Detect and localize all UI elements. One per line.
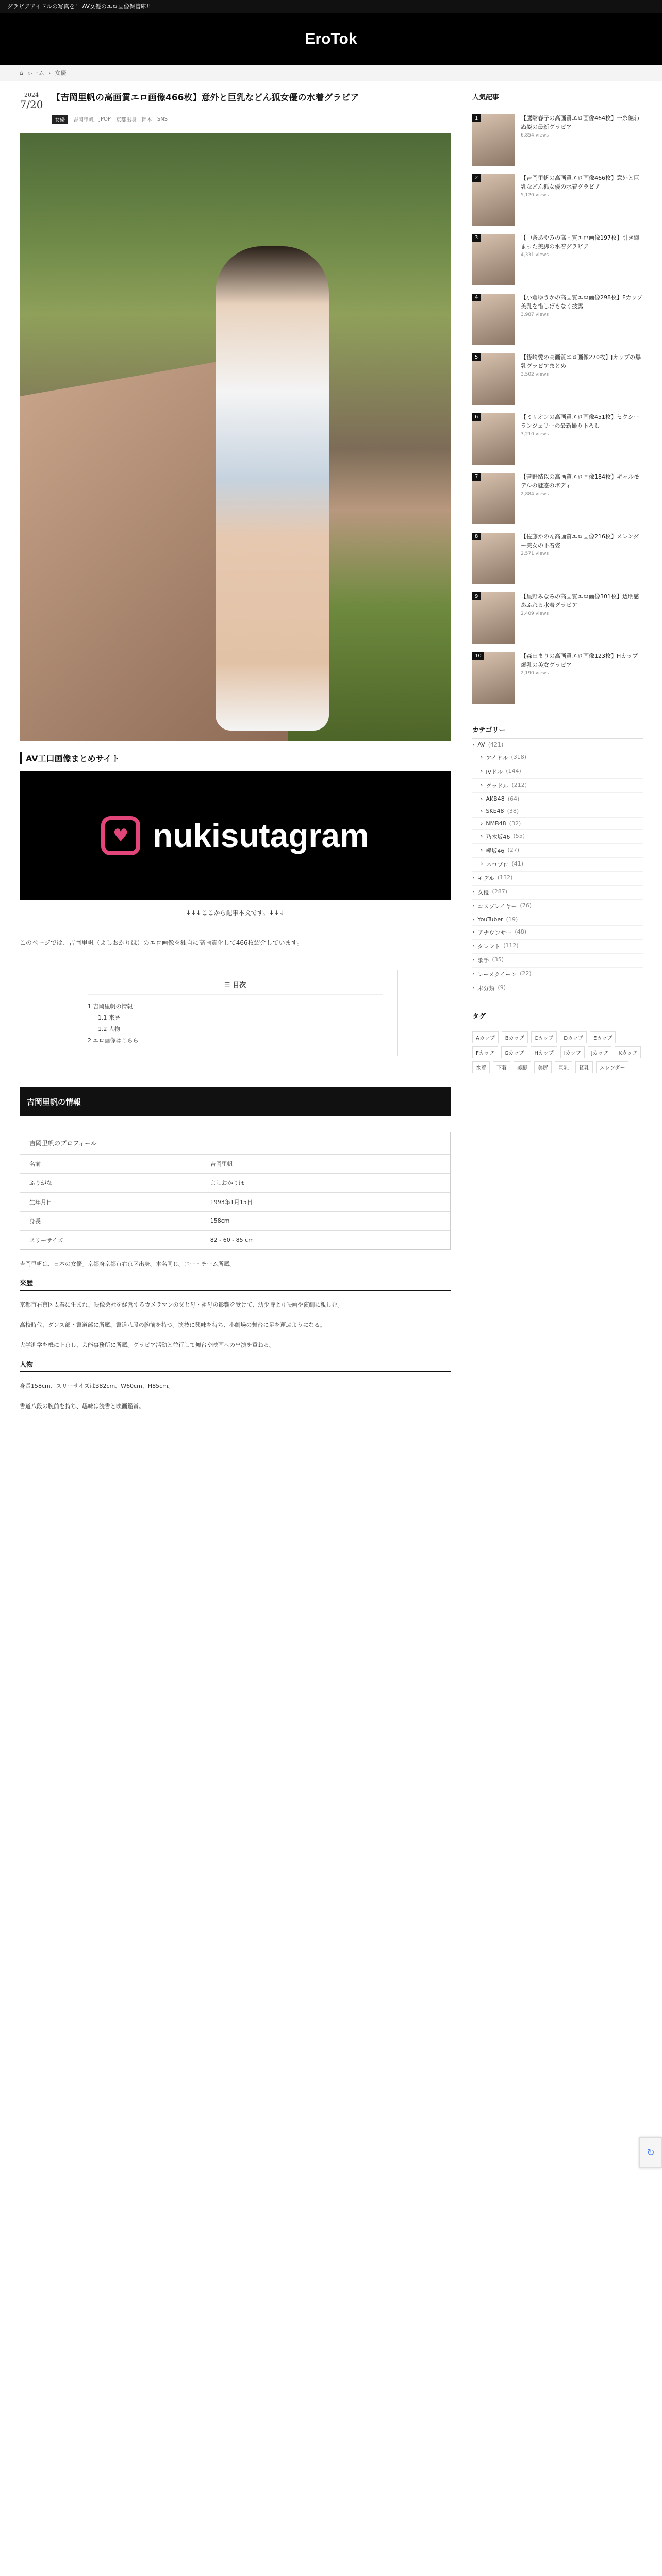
post-monthday: 7/20 [20, 98, 43, 111]
ranking-thumbnail[interactable] [472, 234, 515, 285]
tag-link[interactable]: Eカップ [590, 1031, 616, 1043]
table-row [20, 1230, 450, 1249]
post-year: 2024 [24, 92, 39, 98]
tags-title: タグ [472, 1011, 643, 1025]
post-header [20, 92, 451, 111]
category-item[interactable] [472, 872, 643, 886]
category-item[interactable] [472, 830, 643, 844]
profile-value: 158cm [201, 1211, 450, 1230]
tag-link[interactable]: スレンダー [596, 1061, 628, 1073]
ranking-item[interactable] [472, 174, 643, 226]
chevron-right-icon: › [481, 768, 483, 774]
chevron-right-icon: › [472, 916, 475, 923]
category-item[interactable] [472, 858, 643, 872]
ranking-item[interactable] [472, 353, 643, 405]
person-paragraph: 身長158cm、スリーサイズはB82cm、W60cm、H85cm。 [20, 1383, 174, 1390]
profile-label: 身長 [20, 1211, 201, 1230]
tag-link[interactable]: JPOP [99, 116, 111, 122]
category-count: (144) [506, 768, 521, 774]
chevron-right-icon: › [472, 902, 475, 909]
chevron-right-icon: › [481, 782, 483, 788]
category-count: (19) [506, 916, 518, 923]
rank-number: 5 [472, 353, 481, 361]
ranking-item[interactable] [472, 592, 643, 644]
ranking-views: 3,502 views [521, 372, 549, 377]
ranking-link[interactable]: 【中条あやみの高画質エロ画像197枚】引き締まった美脚の水着グラビア [521, 234, 639, 250]
tag-cloud [472, 1031, 643, 1073]
lead-text: このページでは、吉岡里帆（よしおかりほ）のエロ画像を独自に高画質化して466枚紹介しています。 [20, 939, 303, 946]
category-name[interactable]: アイドル [486, 755, 508, 761]
rank-number: 2 [472, 174, 481, 182]
tag-link[interactable]: 京都出身 [115, 117, 137, 123]
category-name[interactable]: 未分類 [477, 985, 495, 992]
rank-number: 1 [472, 114, 481, 122]
top-bar [0, 0, 662, 13]
post-date [20, 92, 43, 111]
site-header [0, 13, 662, 65]
category-item[interactable] [472, 818, 643, 830]
ranking-link[interactable]: 【星野みなみの高画質エロ画像301枚】透明感あふれる水着グラビア [521, 593, 639, 608]
category-name[interactable]: 女優 [477, 889, 489, 896]
ranking-title: 人気記事 [472, 92, 643, 106]
section-heading: 吉岡里帆の情報 [20, 1087, 451, 1116]
profile-label: 名前 [20, 1154, 201, 1173]
category-count: (35) [492, 956, 504, 963]
tag-link[interactable]: SNS [157, 116, 168, 122]
tag-link[interactable]: 巨乳 [555, 1061, 572, 1073]
ranking-link[interactable]: 【吉岡里帆の高画質エロ画像466枚】意外と巨乳などん狐女優の水着グラビア [521, 175, 639, 190]
chevron-right-icon: › [472, 888, 475, 895]
category-item[interactable] [472, 954, 643, 968]
profile-label: スリーサイズ [20, 1230, 201, 1249]
tag-link[interactable]: Hカップ [531, 1046, 557, 1058]
category-item[interactable] [472, 968, 643, 981]
category-count: (55) [513, 833, 525, 839]
ranking-views: 2,884 views [521, 492, 549, 497]
category-name[interactable]: ハロプロ [486, 861, 509, 868]
rank-number: 8 [472, 533, 481, 540]
tag-link[interactable]: 美脚 [514, 1061, 531, 1073]
ranking-views: 5,120 views [521, 193, 549, 198]
tag-link[interactable]: Aカップ [472, 1031, 499, 1043]
history-paragraph: 京都市右京区太秦に生まれ、映像会社を経営するカメラマンの父と母・祖母の影響を受けて、幼少時より映画や演劇に親しむ。 [20, 1301, 343, 1309]
recaptcha-badge[interactable] [639, 2137, 662, 2168]
ranking-link[interactable]: 【森田まりの高画質エロ画像123枚】Hカップ爆乳の美女グラビア [521, 653, 638, 668]
ranking-thumbnail[interactable] [472, 353, 515, 405]
category-name[interactable]: AV [477, 741, 485, 748]
category-count: (421) [488, 741, 504, 748]
category-name[interactable]: SKE48 [486, 808, 504, 815]
profile-box [20, 1132, 451, 1250]
ranking-link[interactable]: 【佐藤かのん高画質エロ画像216枚】スレンダー美女の下着姿 [521, 533, 639, 549]
chevron-right-icon: › [472, 942, 475, 949]
category-name[interactable]: 乃木坂46 [486, 834, 510, 840]
banner-word: nukisutagram [153, 817, 369, 854]
ranking-views: 4,331 views [521, 252, 549, 258]
chevron-right-icon: › [481, 860, 483, 867]
ranking-link[interactable]: 【篠崎愛の高画質エロ画像270枚】Jカップの爆乳グラビアまとめ [521, 354, 641, 369]
tag-link[interactable]: 岡本 [141, 117, 152, 123]
chevron-right-icon: › [472, 741, 475, 748]
tag-link[interactable]: Kカップ [615, 1046, 640, 1058]
profile-label: ふりがな [20, 1173, 201, 1192]
toc-item[interactable]: 1.2 人物 [98, 1025, 120, 1032]
category-item[interactable] [472, 793, 643, 805]
profile-value: 82 - 60 - 85 cm [201, 1230, 450, 1249]
chevron-right-icon: › [472, 928, 475, 935]
ranking-item[interactable] [472, 533, 643, 584]
tag-link[interactable]: 下着 [493, 1061, 510, 1073]
category-item[interactable] [472, 779, 643, 793]
breadcrumb-home[interactable]: ホーム [27, 70, 44, 76]
toc-title [88, 979, 383, 995]
tag-link[interactable]: 水着 [472, 1061, 490, 1073]
chevron-right-icon: › [481, 795, 483, 802]
category-name[interactable]: モデル [477, 875, 494, 882]
person-heading: 人物 [20, 1359, 451, 1372]
category-count: (32) [509, 820, 521, 827]
category-name[interactable]: コスプレイヤー [477, 903, 517, 910]
category-item[interactable] [472, 940, 643, 954]
profile-heading: 吉岡里帆のプロフィール [20, 1132, 450, 1154]
chevron-right-icon: › [472, 874, 475, 881]
ranking-views: 2,571 views [521, 551, 549, 556]
tag-link[interactable]: Bカップ [502, 1031, 528, 1043]
ranking-item[interactable] [472, 294, 643, 345]
category-item[interactable] [472, 739, 643, 751]
tag-link[interactable]: Iカップ [560, 1046, 585, 1058]
category-item[interactable] [472, 926, 643, 940]
person-paragraph: 書道八段の腕前を持ち、趣味は読書と映画鑑賞。 [20, 1403, 144, 1410]
ranking-thumbnail[interactable] [472, 294, 515, 345]
ranking-thumbnail[interactable] [472, 592, 515, 644]
category-item[interactable] [472, 900, 643, 913]
table-of-contents [73, 970, 398, 1056]
ranking-item[interactable] [472, 234, 643, 285]
history-paragraph: 大学進学を機に上京し、芸能事務所に所属。グラビア活動と並行して舞台や映画への出演を重ねる。 [20, 1342, 275, 1349]
chevron-right-icon: › [472, 956, 475, 963]
toc-item[interactable]: 1 吉岡里帆の情報 [88, 1003, 133, 1010]
ranking-item[interactable] [472, 114, 643, 166]
home-icon: ⌂ [20, 70, 23, 76]
ranking-item[interactable] [472, 652, 643, 704]
category-name[interactable]: YouTuber [477, 916, 503, 923]
table-row [20, 1192, 450, 1211]
category-count: (22) [520, 970, 532, 977]
post-meta [52, 115, 451, 124]
main-content [20, 92, 451, 1412]
table-row [20, 1211, 450, 1230]
tag-link[interactable]: 貧乳 [575, 1061, 593, 1073]
ranking-views: 3,210 views [521, 432, 549, 437]
rank-number: 6 [472, 413, 481, 421]
site-tagline: グラビアアイドルの写真を！ AV女優のエロ画像保管庫!! [7, 3, 151, 10]
category-count: (38) [507, 808, 519, 815]
category-list [472, 739, 643, 995]
site-logo[interactable]: EroTok [305, 30, 357, 47]
category-item[interactable] [472, 981, 643, 995]
chevron-right-icon: › [472, 984, 475, 991]
ranking-link[interactable]: 【小倉ゆうかの高画質エロ画像298枚】Fカップ美乳を惜しげもなく披露 [521, 294, 643, 310]
category-count: (287) [492, 888, 507, 895]
category-item[interactable] [472, 844, 643, 858]
chevron-right-icon: › [481, 846, 483, 853]
tag-link[interactable]: Fカップ [472, 1046, 498, 1058]
table-row [20, 1154, 450, 1173]
category-count: (9) [498, 984, 506, 991]
profile-label: 生年月日 [20, 1192, 201, 1211]
toc-item[interactable]: 1.1 来歴 [98, 1014, 120, 1021]
category-name[interactable]: 欅坂46 [486, 848, 505, 854]
category-item[interactable] [472, 751, 643, 765]
toc-item[interactable]: 2 エロ画像はこちら [88, 1037, 139, 1044]
category-item[interactable] [472, 886, 643, 900]
hero-person-shape [216, 246, 329, 731]
breadcrumb-sep: › [48, 70, 51, 76]
profile-value: 1993年1月15日 [201, 1192, 450, 1211]
tag-link[interactable]: Dカップ [560, 1031, 587, 1043]
page-title: 【吉岡里帆の高画質エロ画像466枚】意外と巨乳などん狐女優の水着グラビア [52, 93, 359, 103]
profile-value: よしおかりほ [201, 1173, 450, 1192]
category-name[interactable]: アナウンサー [477, 929, 512, 936]
category-name[interactable]: NMB48 [486, 820, 506, 827]
chevron-right-icon: › [481, 754, 483, 760]
ranking-link[interactable]: 【鷹嘴春子の高画質エロ画像464枚】一糸纏わぬ姿の最新グラビア [521, 115, 639, 130]
ranking-list [472, 114, 643, 704]
rank-number: 7 [472, 473, 481, 481]
rank-number: 10 [472, 652, 484, 660]
category-count: (76) [520, 902, 532, 909]
history-heading: 来歴 [20, 1278, 451, 1291]
ranking-views: 3,987 views [521, 312, 549, 317]
ranking-item[interactable] [472, 413, 643, 465]
category-item[interactable] [472, 805, 643, 818]
tag-link[interactable]: 吉岡里帆 [73, 117, 94, 123]
history-paragraph: 高校時代、ダンス部・書道部に所属。書道八段の腕前を持つ。演技に興味を持ち、小劇場の舞台に足を運ぶようになる。 [20, 1321, 326, 1329]
table-row [20, 1173, 450, 1192]
tag-link[interactable]: Jカップ [588, 1046, 612, 1058]
category-item[interactable] [472, 913, 643, 926]
chevron-right-icon: › [481, 808, 483, 815]
intro-text: 吉岡里帆は、日本の女優。京都府京都市右京区出身。本名同じ。エー・チーム所属。 [20, 1260, 235, 1267]
hero-image [20, 133, 451, 741]
ranking-thumbnail[interactable] [472, 652, 515, 704]
section-title: AV工口画像まとめサイト [20, 752, 451, 764]
ranking-views: 6,854 views [521, 133, 549, 138]
ranking-thumbnail[interactable] [472, 413, 515, 465]
chevron-right-icon: › [472, 970, 475, 977]
rank-number: 3 [472, 234, 481, 242]
category-name[interactable]: AKB48 [486, 795, 505, 802]
category-count: (64) [507, 795, 520, 802]
rank-number: 9 [472, 592, 481, 600]
ranking-thumbnail[interactable] [472, 114, 515, 166]
list-icon: ☰ [224, 981, 233, 989]
toc-title-label: 目次 [233, 981, 246, 989]
breadcrumb [0, 65, 662, 81]
breadcrumb-current[interactable]: 女優 [55, 70, 67, 76]
category-name[interactable]: グラドル [486, 783, 509, 789]
category-name[interactable]: タレント [477, 943, 501, 950]
chevron-right-icon: › [481, 820, 483, 827]
click-note: ↓↓↓ここから記事本文です。↓↓↓ [186, 909, 285, 917]
category-count: (132) [497, 874, 513, 881]
chevron-right-icon: › [481, 833, 483, 839]
profile-value: 吉岡里帆 [201, 1154, 450, 1173]
category-name[interactable]: IVドル [486, 769, 503, 775]
ranking-item[interactable] [472, 473, 643, 524]
tag-link[interactable]: 美尻 [534, 1061, 552, 1073]
heart-icon: ♥ [101, 816, 140, 855]
category-name[interactable]: 歌手 [477, 957, 489, 964]
profile-table [20, 1154, 450, 1249]
category-badge[interactable]: 女優 [52, 115, 68, 124]
category-count: (27) [507, 846, 519, 853]
ranking-link[interactable]: 【ミリオンの高画質エロ画像451枚】セクシーランジェリーの最新撮り下ろし [521, 414, 639, 429]
tag-link[interactable]: Cカップ [531, 1031, 557, 1043]
category-item[interactable] [472, 765, 643, 779]
rank-number: 4 [472, 294, 481, 301]
categories-title: カテゴリー [472, 724, 643, 739]
category-count: (318) [511, 754, 527, 760]
category-count: (48) [515, 928, 526, 935]
ranking-thumbnail[interactable] [472, 533, 515, 584]
ranking-views: 2,190 views [521, 671, 549, 676]
ranking-views: 2,409 views [521, 611, 549, 616]
tag-link[interactable]: Gカップ [501, 1046, 528, 1058]
ranking-thumbnail[interactable] [472, 473, 515, 524]
category-count: (41) [511, 860, 523, 867]
recaptcha-icon: ↻ [647, 2147, 655, 2158]
category-name[interactable]: レースクイーン [477, 971, 517, 978]
content-wrap [0, 81, 662, 2576]
nukisutagram-banner[interactable] [20, 771, 451, 900]
category-count: (212) [511, 782, 527, 788]
ranking-thumbnail[interactable] [472, 174, 515, 226]
ranking-link[interactable]: 【菅野結以の高画質エロ画像184枚】ギャルモデルの魅惑のボディ [521, 473, 639, 489]
category-count: (112) [503, 942, 519, 949]
sidebar [472, 92, 643, 1073]
